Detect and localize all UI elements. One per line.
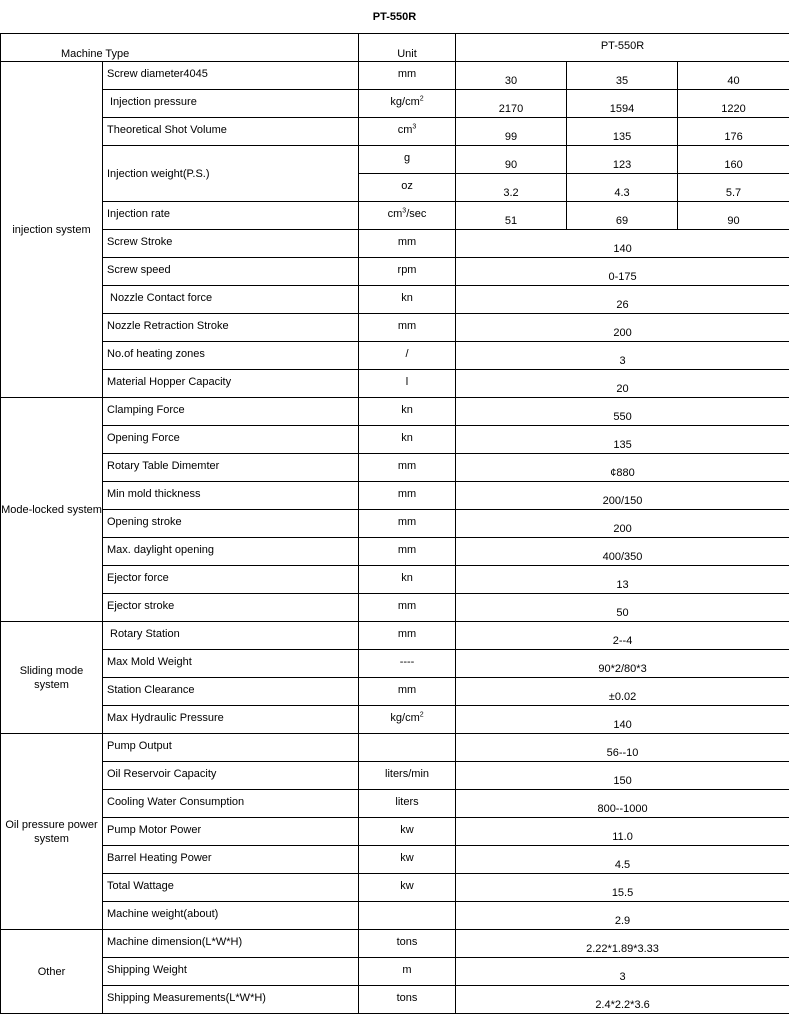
param-label: Machine dimension(L*W*H) — [103, 930, 359, 958]
param-label: Max Mold Weight — [103, 650, 359, 678]
param-label: Screw speed — [103, 258, 359, 286]
unit-superscript: 3 — [412, 123, 417, 131]
value-cell: 90*2/80*3 — [456, 650, 789, 678]
table-row — [1, 62, 789, 90]
table-row — [1, 762, 789, 790]
table-row — [1, 846, 789, 874]
value-cell: 26 — [456, 286, 789, 314]
unit-superscript: 3 — [402, 207, 407, 215]
unit-cell: mm — [359, 622, 456, 650]
param-label: Max Hydraulic Pressure — [103, 706, 359, 734]
value-cell: 400/350 — [456, 538, 789, 566]
value-cell: 800--1000 — [456, 790, 789, 818]
value-cell: 15.5 — [456, 874, 789, 902]
param-label: Nozzle Contact force — [103, 286, 359, 314]
unit-text: kg/cm — [390, 712, 420, 724]
value-cell: 35 — [567, 62, 678, 90]
header-model: PT-550R — [456, 34, 789, 62]
param-label: Shipping Weight — [103, 958, 359, 986]
unit-cell: l — [359, 370, 456, 398]
group-sliding: Sliding mode system — [1, 622, 103, 734]
value-cell: 20 — [456, 370, 789, 398]
table-row — [1, 622, 789, 650]
value-cell: 150 — [456, 762, 789, 790]
param-label: No.of heating zones — [103, 342, 359, 370]
param-label: Injection rate — [103, 202, 359, 230]
unit-text: kg/cm — [390, 96, 420, 108]
unit-cell: mm — [359, 314, 456, 342]
group-mode-locked: Mode-locked system — [1, 398, 103, 622]
unit-cell: tons — [359, 930, 456, 958]
unit-cell: / — [359, 342, 456, 370]
table-row — [1, 118, 789, 146]
sheet-title: PT-550R — [372, 10, 417, 23]
value-cell: 4.3 — [567, 174, 678, 202]
value-cell: 4.5 — [456, 846, 789, 874]
table-row — [1, 734, 789, 762]
unit-cell — [359, 706, 456, 734]
unit-cell: mm — [359, 594, 456, 622]
value-cell: 2.4*2.2*3.6 — [456, 986, 789, 1014]
param-label: Screw diameter4045 — [103, 62, 359, 90]
unit-cell: kw — [359, 846, 456, 874]
value-cell: 56--10 — [456, 734, 789, 762]
param-label: Machine weight(about) — [103, 902, 359, 930]
unit-cell: ---- — [359, 650, 456, 678]
value-cell: 140 — [456, 230, 789, 258]
table-row — [1, 202, 789, 230]
param-label: Nozzle Retraction Stroke — [103, 314, 359, 342]
value-cell: 90 — [456, 146, 567, 174]
unit-cell: tons — [359, 986, 456, 1014]
unit-text: cm — [387, 208, 403, 220]
param-label: Opening Force — [103, 426, 359, 454]
unit-cell: m — [359, 958, 456, 986]
table-row — [1, 650, 789, 678]
unit-cell — [359, 118, 456, 146]
value-cell: 200 — [456, 314, 789, 342]
table-row — [1, 790, 789, 818]
table-row — [1, 146, 789, 174]
param-label: Ejector force — [103, 566, 359, 594]
unit-cell — [359, 734, 456, 762]
table-row — [1, 594, 789, 622]
unit-cell: liters/min — [359, 762, 456, 790]
value-cell: 2170 — [456, 90, 567, 118]
unit-cell — [359, 90, 456, 118]
unit-cell — [359, 202, 456, 230]
table-row — [1, 314, 789, 342]
unit-cell: liters — [359, 790, 456, 818]
value-cell: 200 — [456, 510, 789, 538]
value-cell: 2.22*1.89*3.33 — [456, 930, 789, 958]
table-row — [1, 818, 789, 846]
table-row — [1, 90, 789, 118]
table-row — [1, 230, 789, 258]
param-label: Max. daylight opening — [103, 538, 359, 566]
value-cell: 550 — [456, 398, 789, 426]
value-cell: 3 — [456, 958, 789, 986]
unit-superscript: 2 — [419, 95, 424, 103]
unit-cell: mm — [359, 62, 456, 90]
param-label: Clamping Force — [103, 398, 359, 426]
param-label: Theoretical Shot Volume — [103, 118, 359, 146]
value-cell: 3.2 — [456, 174, 567, 202]
value-cell: 30 — [456, 62, 567, 90]
unit-cell: kw — [359, 818, 456, 846]
param-label: Min mold thickness — [103, 482, 359, 510]
unit-cell: mm — [359, 454, 456, 482]
unit-text: cm — [397, 124, 413, 136]
table-row — [1, 258, 789, 286]
value-cell: 0-175 — [456, 258, 789, 286]
param-label: Pump Output — [103, 734, 359, 762]
value-cell: 99 — [456, 118, 567, 146]
param-label: Injection pressure — [103, 90, 359, 118]
table-row — [1, 566, 789, 594]
unit-cell — [359, 902, 456, 930]
param-label: Shipping Measurements(L*W*H) — [103, 986, 359, 1014]
table-row — [1, 454, 789, 482]
param-label: Ejector stroke — [103, 594, 359, 622]
value-cell: 1594 — [567, 90, 678, 118]
param-label: Cooling Water Consumption — [103, 790, 359, 818]
unit-cell: mm — [359, 482, 456, 510]
table-row — [1, 538, 789, 566]
value-cell: ¢880 — [456, 454, 789, 482]
header-row — [1, 34, 789, 62]
unit-cell: kw — [359, 874, 456, 902]
unit-cell: oz — [359, 174, 456, 202]
value-cell: 176 — [678, 118, 789, 146]
param-label: Station Clearance — [103, 678, 359, 706]
table-row — [1, 398, 789, 426]
param-label: Rotary Table Dimemter — [103, 454, 359, 482]
value-cell: 140 — [456, 706, 789, 734]
unit-cell: kn — [359, 398, 456, 426]
value-cell: 51 — [456, 202, 567, 230]
table-row — [1, 342, 789, 370]
group-other: Other — [1, 930, 103, 1014]
value-cell: 90 — [678, 202, 789, 230]
table-row — [1, 930, 789, 958]
group-oil-pressure: Oil pressure power system — [1, 734, 103, 930]
param-label: Oil Reservoir Capacity — [103, 762, 359, 790]
table-row — [1, 678, 789, 706]
unit-cell: mm — [359, 510, 456, 538]
table-row — [1, 958, 789, 986]
header-machine-type: Machine Type — [1, 34, 359, 62]
value-cell: 40 — [678, 62, 789, 90]
value-cell: 69 — [567, 202, 678, 230]
value-cell: 5.7 — [678, 174, 789, 202]
param-label: Pump Motor Power — [103, 818, 359, 846]
unit-cell: kn — [359, 566, 456, 594]
value-cell: 2--4 — [456, 622, 789, 650]
header-unit: Unit — [359, 34, 456, 62]
unit-cell: kn — [359, 426, 456, 454]
value-cell: 50 — [456, 594, 789, 622]
param-label: Barrel Heating Power — [103, 846, 359, 874]
param-label: Rotary Station — [103, 622, 359, 650]
unit-cell: mm — [359, 230, 456, 258]
unit-superscript: 2 — [419, 711, 424, 719]
value-cell: 2.9 — [456, 902, 789, 930]
value-cell: 11.0 — [456, 818, 789, 846]
unit-cell: mm — [359, 678, 456, 706]
value-cell: 200/150 — [456, 482, 789, 510]
unit-cell: mm — [359, 538, 456, 566]
table-row — [1, 426, 789, 454]
unit-cell: rpm — [359, 258, 456, 286]
param-label: Screw Stroke — [103, 230, 359, 258]
param-label: Total Wattage — [103, 874, 359, 902]
value-cell: 135 — [456, 426, 789, 454]
table-row — [1, 874, 789, 902]
unit-suffix: /sec — [406, 208, 427, 220]
table-row — [1, 706, 789, 734]
value-cell: 3 — [456, 342, 789, 370]
value-cell: 135 — [567, 118, 678, 146]
table-row — [1, 986, 789, 1014]
value-cell: ±0.02 — [456, 678, 789, 706]
table-row — [1, 902, 789, 930]
param-label: Injection weight(P.S.) — [103, 146, 359, 202]
table-row — [1, 482, 789, 510]
group-injection: injection system — [1, 62, 103, 398]
table-row — [1, 370, 789, 398]
spec-table — [0, 33, 789, 1014]
unit-cell: g — [359, 146, 456, 174]
value-cell: 1220 — [678, 90, 789, 118]
value-cell: 160 — [678, 146, 789, 174]
table-row — [1, 510, 789, 538]
param-label: Opening stroke — [103, 510, 359, 538]
value-cell: 13 — [456, 566, 789, 594]
param-label: Material Hopper Capacity — [103, 370, 359, 398]
value-cell: 123 — [567, 146, 678, 174]
unit-cell: kn — [359, 286, 456, 314]
table-row — [1, 286, 789, 314]
